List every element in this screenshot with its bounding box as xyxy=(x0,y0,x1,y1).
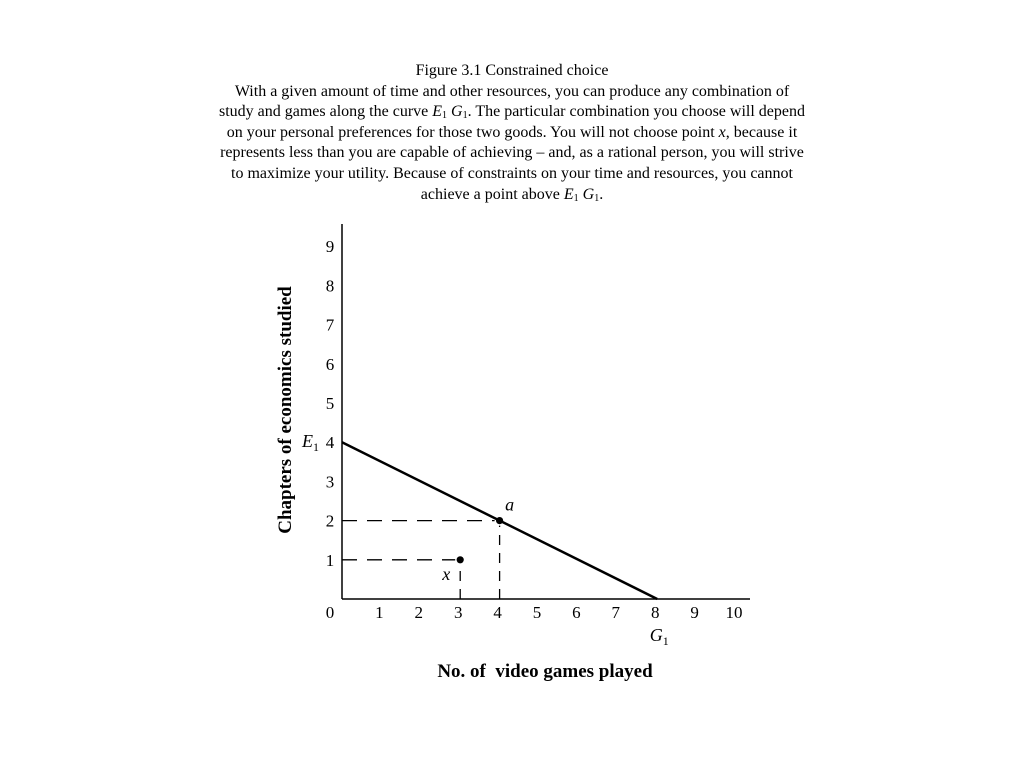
x-tick-label: 7 xyxy=(611,603,621,622)
caption-line-6: achieve a point above $E_1$ $G_1$. xyxy=(420,185,604,204)
x-tick-label: 8 xyxy=(650,603,660,622)
e1-label: $E_1$ xyxy=(302,431,319,455)
y-tick-label: 2 xyxy=(325,511,335,531)
caption-title: Figure 3.1 Constrained choice xyxy=(415,62,609,79)
caption-line-3: on your personal preferences for those two goods. You will not choose point x, because it xyxy=(226,123,798,141)
y-tick-label: 1 xyxy=(325,550,335,570)
y-tick-label: 8 xyxy=(325,276,335,296)
caption-line-1: With a given amount of time and other resources, you can produce any combination of xyxy=(234,82,790,100)
point-label-x: x xyxy=(442,563,451,584)
x-tick-label: 3 xyxy=(453,603,463,622)
g1-label: $G_1$ xyxy=(649,625,669,648)
x-tick-label: 10 xyxy=(725,603,743,622)
x-tick-label: 1 xyxy=(375,603,384,622)
point-label-a: a xyxy=(505,494,515,515)
point-x xyxy=(457,556,464,563)
x-tick-label: 9 xyxy=(690,603,699,622)
y-tick-label: 4 xyxy=(325,433,335,453)
y-tick-label: 5 xyxy=(325,394,335,413)
x-tick-label: 5 xyxy=(532,603,542,622)
x-tick-label: 2 xyxy=(414,603,424,622)
y-tick-label: 7 xyxy=(325,315,335,335)
x-axis-label: No. of video games played xyxy=(437,661,653,682)
caption-line-2: study and games along the curve $E_1$ $G_1$. The particular combination you choose will depend xyxy=(218,103,805,122)
x-tick-label: 4 xyxy=(493,603,502,622)
point-a xyxy=(496,517,503,524)
y-tick-label: 6 xyxy=(325,354,335,374)
caption-line-5: to maximize your utility. Because of constraints on your time and resources, you cannot xyxy=(231,164,793,182)
origin-label: 0 xyxy=(325,603,335,622)
y-tick-label: 3 xyxy=(325,472,335,492)
caption-line-4: represents less than you are capable of achieving – and, as a rational person, you will strive xyxy=(220,144,804,162)
x-tick-label: 6 xyxy=(572,603,581,622)
y-axis-label: Chapters of economics studied xyxy=(275,286,296,534)
y-tick-label: 9 xyxy=(325,237,335,257)
